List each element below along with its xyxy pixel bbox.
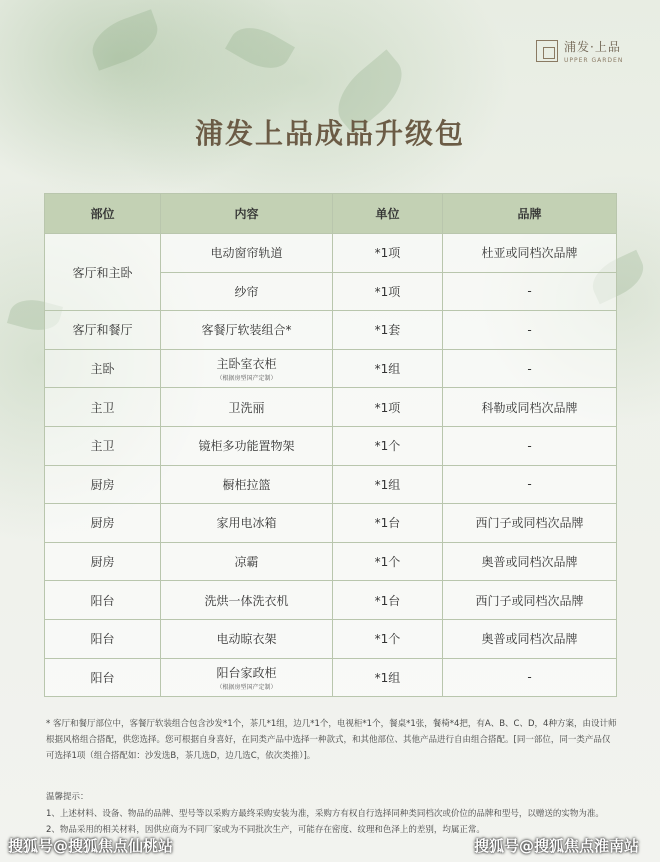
cell-brand: 西门子或同档次品牌 xyxy=(443,581,617,620)
cell-area: 厨房 xyxy=(45,465,161,504)
cell-item xyxy=(161,658,333,697)
logo-en-text: UPPER GARDEN xyxy=(564,57,624,64)
brand-logo xyxy=(536,38,623,64)
cell-area: 主卫 xyxy=(45,426,161,465)
logo-mark-icon xyxy=(536,40,558,62)
cell-brand: - xyxy=(443,426,617,465)
table-row xyxy=(45,619,617,658)
cell-unit: *1个 xyxy=(333,426,443,465)
header-area: 部位 xyxy=(45,194,161,234)
cell-item: 镜柜多功能置物架 xyxy=(161,426,333,465)
cell-brand: - xyxy=(443,465,617,504)
tip-item: 2、物品采用的相关材料，因供应商为不同厂家或为不同批次生产，可能存在密度、纹理和色泽上的差别，均属正常。 xyxy=(46,825,485,835)
cell-item-text: 主卧室衣柜 xyxy=(216,357,277,372)
cell-unit: *1台 xyxy=(333,504,443,543)
cell-area: 客厅和主卧 xyxy=(45,234,161,311)
tips-title: 温馨提示： xyxy=(46,792,89,802)
cell-item: 电动窗帘轨道 xyxy=(161,234,333,273)
upgrade-package-table xyxy=(44,193,617,697)
cell-area: 主卫 xyxy=(45,388,161,427)
cell-item: 卫洗丽 xyxy=(161,388,333,427)
table-row xyxy=(45,426,617,465)
table-row xyxy=(45,349,617,388)
cell-area: 客厅和餐厅 xyxy=(45,311,161,350)
table-row xyxy=(45,658,617,697)
cell-item-text: 阳台家政柜 xyxy=(216,665,277,680)
watermark-left: 搜狐号@搜狐焦点仙桃站 xyxy=(8,837,174,855)
cell-area: 阳台 xyxy=(45,581,161,620)
cell-brand: 西门子或同档次品牌 xyxy=(443,504,617,543)
cell-item: 凉霸 xyxy=(161,542,333,581)
header-brand: 品牌 xyxy=(443,194,617,234)
cell-area: 厨房 xyxy=(45,504,161,543)
cell-unit: *1项 xyxy=(333,234,443,273)
table-row xyxy=(45,311,617,350)
cell-item: 洗烘一体洗衣机 xyxy=(161,581,333,620)
table-header-row xyxy=(45,194,617,234)
cell-unit: *1项 xyxy=(333,272,443,311)
cell-unit: *1组 xyxy=(333,465,443,504)
cell-unit: *1组 xyxy=(333,349,443,388)
cell-brand: - xyxy=(443,272,617,311)
leaf-decoration xyxy=(85,9,164,71)
cell-unit: *1个 xyxy=(333,542,443,581)
cell-brand: 杜亚或同档次品牌 xyxy=(443,234,617,273)
logo-cn-text: 浦发·上品 xyxy=(564,40,621,54)
cell-area: 阳台 xyxy=(45,619,161,658)
table-row xyxy=(45,581,617,620)
cell-item xyxy=(161,349,333,388)
cell-unit: *1项 xyxy=(333,388,443,427)
cell-unit: *1个 xyxy=(333,619,443,658)
table-row xyxy=(45,504,617,543)
page-title: 浦发上品成品升级包 xyxy=(194,117,465,150)
cell-brand: - xyxy=(443,349,617,388)
cell-brand: 科勒或同档次品牌 xyxy=(443,388,617,427)
table-row xyxy=(45,234,617,273)
cell-brand: 奥普或同档次品牌 xyxy=(443,619,617,658)
table-row xyxy=(45,465,617,504)
cell-brand: - xyxy=(443,311,617,350)
table-row xyxy=(45,388,617,427)
cell-area: 阳台 xyxy=(45,658,161,697)
leaf-decoration xyxy=(225,17,295,78)
cell-area: 主卧 xyxy=(45,349,161,388)
cell-unit: *1套 xyxy=(333,311,443,350)
tips-list xyxy=(46,806,618,838)
cell-item-note: （根据房型国产定制） xyxy=(216,683,277,691)
header-item: 内容 xyxy=(161,194,333,234)
cell-unit: *1台 xyxy=(333,581,443,620)
watermark-right: 搜狐号@搜狐焦点淮南站 xyxy=(474,837,640,855)
cell-item: 纱帘 xyxy=(161,272,333,311)
cell-item: 橱柜拉篮 xyxy=(161,465,333,504)
cell-item: 客餐厅软装组合* xyxy=(161,311,333,350)
cell-item: 电动晾衣架 xyxy=(161,619,333,658)
footnote-text: * 客厅和餐厅部位中，客餐厅软装组合包含沙发*1个，茶几*1组，边几*1个，电视柜*1个，餐桌*1张，餐椅*4把，有A、B、C、D，4种方案，由设计师根据风格组合搭配，供您选择。您可根据自身喜好，在同类产品中选择一种款式，和其他部位、其他产品进行自由组合搭配。[同一部位，同一类产品仅可选择1项（组合搭配如：沙发选B，茶几选D，边几选C，依次类推）]。 xyxy=(46,719,617,761)
header-unit: 单位 xyxy=(333,194,443,234)
cell-area: 厨房 xyxy=(45,542,161,581)
cell-unit: *1组 xyxy=(333,658,443,697)
cell-item-note: （根据房型国产定制） xyxy=(216,375,277,383)
tip-item: 1、上述材料、设备、物品的品牌、型号等以采购方最终采购安装为准，采购方有权自行选择同种类同档次或价位的品牌和型号，以赠送的实物为准。 xyxy=(46,809,604,819)
cell-brand: 奥普或同档次品牌 xyxy=(443,542,617,581)
table-row xyxy=(45,542,617,581)
cell-brand: - xyxy=(443,658,617,697)
cell-item: 家用电冰箱 xyxy=(161,504,333,543)
